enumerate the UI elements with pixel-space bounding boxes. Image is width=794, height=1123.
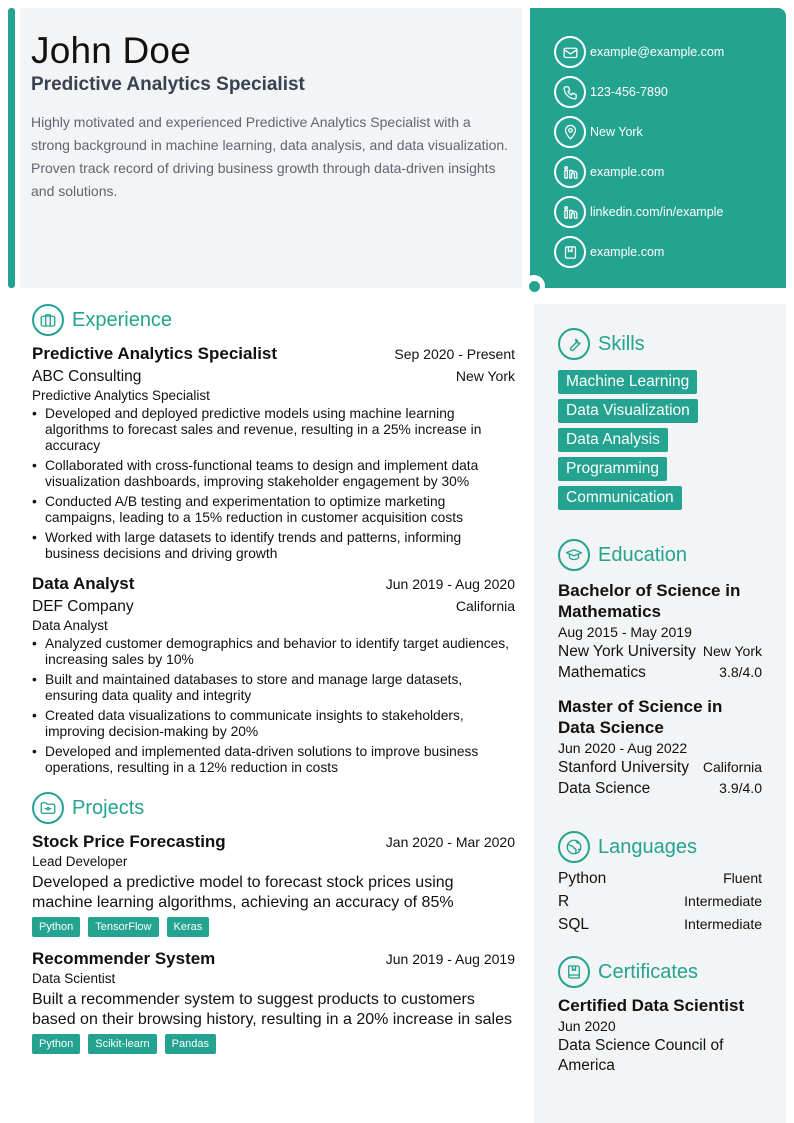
project-description: Developed a predictive model to forecast stock prices using machine learning algorithms, achieving an accuracy of 85% [32, 874, 454, 911]
accent-bar [8, 8, 15, 288]
globe-icon [558, 831, 590, 863]
skill-tag: Machine Learning [558, 370, 697, 394]
experience-entry [32, 344, 515, 562]
experience-subtitle: Predictive Analytics Specialist [32, 388, 210, 403]
bullet-item: • Built and maintained databases to store and manage large datasets, ensuring data quality and integrity [32, 672, 515, 704]
contact-portfolio-text: example.com [590, 245, 665, 259]
skills-title: Skills [598, 332, 645, 355]
education-entry [558, 580, 762, 682]
header-panel [20, 8, 522, 288]
language-level: Fluent [723, 870, 762, 886]
skills-list [558, 365, 762, 510]
experience-company: DEF Company [32, 598, 134, 615]
education-gpa: 3.9/4.0 [719, 780, 762, 796]
language-name: Python [558, 870, 607, 887]
contact-website[interactable] [554, 152, 786, 192]
education-title: Education [598, 543, 687, 566]
project-entry [32, 949, 515, 1054]
language-name: SQL [558, 916, 590, 933]
experience-dates: Sep 2020 - Present [394, 346, 515, 362]
education-field: Mathematics [558, 664, 646, 681]
skills-header [558, 328, 762, 360]
contact-linkedin[interactable] [554, 192, 786, 232]
projects-header [32, 792, 515, 824]
certificates-section [558, 956, 762, 1076]
bullet-item: • Developed and implemented data-driven solutions to improve business operations, resulting in a 12% reduction in costs [32, 744, 515, 776]
contact-location-text: New York [590, 125, 643, 139]
project-dates: Jun 2019 - Aug 2019 [385, 951, 515, 967]
skill-tag: Data Visualization [558, 399, 698, 423]
education-header [558, 539, 762, 571]
bookmark-icon [554, 236, 586, 268]
education-dates: Aug 2015 - May 2019 [558, 624, 692, 640]
education-gpa: 3.8/4.0 [719, 664, 762, 680]
project-tags [32, 1034, 515, 1054]
experience-bullets [32, 406, 515, 562]
bullet-item: • Developed and deployed predictive models using machine learning algorithms to forecast sales and revenue, resulting in a 25% increase in accuracy [32, 406, 515, 454]
location-icon [554, 116, 586, 148]
project-role: Lead Developer [32, 854, 128, 869]
education-field: Data Science [558, 780, 651, 797]
wrench-icon [558, 328, 590, 360]
project-dates: Jan 2020 - Mar 2020 [385, 834, 515, 850]
certificates-header [558, 956, 762, 988]
language-row [558, 916, 762, 939]
language-row [558, 893, 762, 916]
skill-tag: Data Analysis [558, 428, 668, 452]
project-description: Built a recommender system to suggest products to customers based on their browsing history, resulting in a 20% increase in sales [32, 991, 512, 1028]
tag: TensorFlow [88, 917, 158, 937]
languages-list [558, 870, 762, 939]
folder-icon [32, 792, 64, 824]
project-role: Data Scientist [32, 971, 116, 986]
skills-section [558, 328, 762, 510]
experience-entry [32, 574, 515, 776]
education-degree: Master of Science in Data Science [558, 697, 723, 737]
contact-location [554, 112, 786, 152]
project-name: Stock Price Forecasting [32, 832, 226, 851]
experience-role: Predictive Analytics Specialist [32, 344, 278, 363]
tag: Pandas [165, 1034, 216, 1054]
education-entry [558, 696, 762, 798]
experience-title: Experience [72, 308, 173, 331]
bullet-item: • Collaborated with cross-functional teams to design and implement data visualization dashboards, improving stakeholder engagement by 30% [32, 458, 515, 490]
contact-email[interactable] [554, 32, 786, 72]
language-level: Intermediate [684, 916, 762, 932]
languages-title: Languages [598, 835, 697, 858]
projects-title: Projects [72, 796, 145, 819]
education-location: New York [702, 643, 762, 659]
contact-phone-text: 123-456-7890 [590, 85, 668, 99]
experience-location: California [455, 598, 515, 614]
language-name: R [558, 893, 570, 910]
language-level: Intermediate [684, 893, 762, 909]
graduation-cap-icon [558, 539, 590, 571]
experience-header [32, 304, 515, 336]
tag: Scikit-learn [88, 1034, 156, 1054]
contact-linkedin-text: linkedin.com/in/example [590, 205, 724, 219]
book-icon [558, 956, 590, 988]
briefcase-icon [32, 304, 64, 336]
candidate-name: John Doe [31, 30, 191, 71]
education-school: Stanford University [558, 759, 689, 776]
certificate-date: Jun 2020 [558, 1018, 616, 1034]
linkedin-icon [554, 156, 586, 188]
email-icon [554, 36, 586, 68]
contact-email-text: example@example.com [590, 45, 725, 59]
education-dates: Jun 2020 - Aug 2022 [558, 740, 688, 756]
certificate-name: Certified Data Scientist [558, 996, 745, 1015]
contact-panel [530, 8, 786, 288]
education-school: New York University [558, 643, 696, 660]
project-tags [32, 917, 515, 937]
bullet-item: • Conducted A/B testing and experimentation to optimize marketing campaigns, leading to a 15% reduction in customer acquisition costs [32, 494, 515, 526]
candidate-title: Predictive Analytics Specialist [31, 74, 305, 95]
main-column [32, 304, 515, 1054]
experience-location: New York [455, 368, 515, 384]
education-degree: Bachelor of Science in Mathematics [558, 581, 741, 621]
tag: Python [32, 1034, 80, 1054]
certificate-entry [558, 996, 762, 1076]
experience-company: ABC Consulting [32, 368, 142, 385]
experience-role: Data Analyst [32, 574, 135, 593]
language-row [558, 870, 762, 893]
certificate-issuer: Data Science Council of America [558, 1037, 724, 1074]
bullet-item: • Analyzed customer demographics and behavior to identify target audiences, increasing sales by 10% [32, 636, 515, 668]
contact-portfolio[interactable] [554, 232, 786, 272]
contact-phone[interactable] [554, 72, 786, 112]
tag: Keras [167, 917, 210, 937]
languages-header [558, 831, 762, 863]
languages-section [558, 831, 762, 939]
tag: Python [32, 917, 80, 937]
linkedin-icon [554, 196, 586, 228]
divider-dot [529, 281, 540, 292]
contact-website-text: example.com [590, 165, 665, 179]
bullet-item: • Created data visualizations to communicate insights to stakeholders, improving decision-making by 20% [32, 708, 515, 740]
experience-dates: Jun 2019 - Aug 2020 [385, 576, 515, 592]
experience-bullets [32, 636, 515, 776]
certificates-title: Certificates [598, 960, 699, 983]
education-location: California [702, 759, 762, 775]
skill-tag: Programming [558, 457, 667, 481]
education-section [558, 539, 762, 798]
skill-tag: Communication [558, 486, 682, 510]
experience-subtitle: Data Analyst [32, 618, 108, 633]
project-entry [32, 832, 515, 937]
phone-icon [554, 76, 586, 108]
summary: Highly motivated and experienced Predictive Analytics Specialist with a strong background in machine learning, data analysis, and data visualization. Proven track record of driving business growth through data-driven insights and solutions. [31, 114, 509, 199]
project-name: Recommender System [32, 949, 216, 968]
bullet-item: • Worked with large datasets to identify trends and patterns, informing business decisions and driving growth [32, 530, 515, 562]
